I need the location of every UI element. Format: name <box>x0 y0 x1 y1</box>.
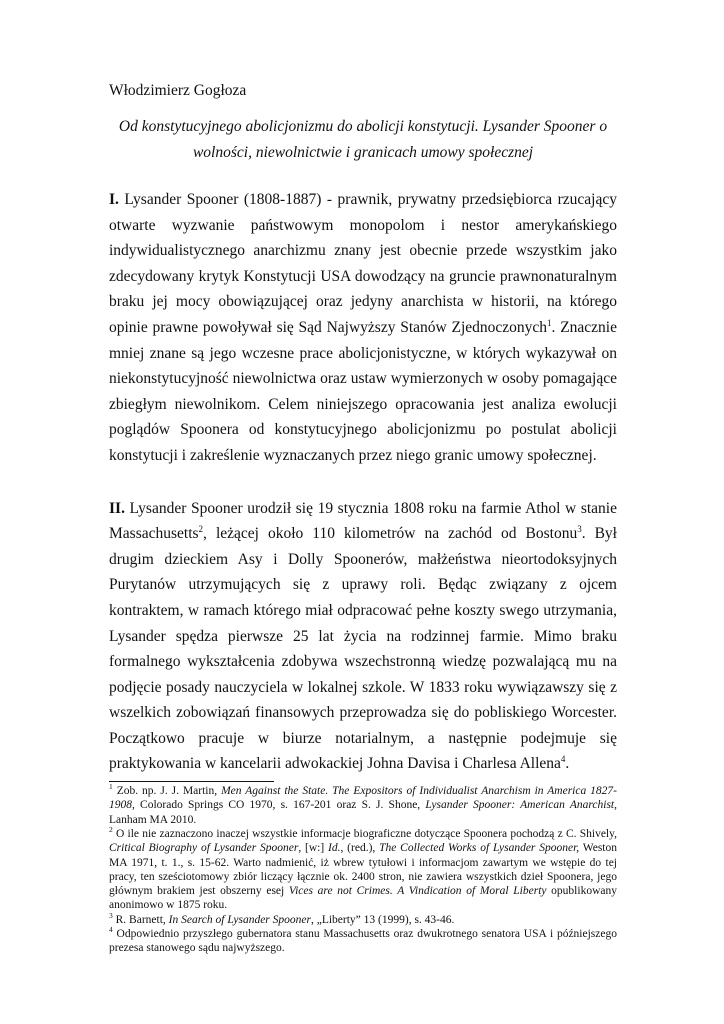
footnote-ref[interactable]: 4 <box>560 754 566 765</box>
footnote-text: , (red.), <box>340 842 380 855</box>
section-text: Lysander Spooner urodził się 19 stycznia 1808 roku na farmie Athol w stanie Massachusetts <box>109 499 617 543</box>
footnote-text: Weston MA 1971, t. 1., s. 15-62. Warto nadmienić, iż wbrew tytułowi i informacjom zawartym we wstępie do tej pracy, ten sześciotomowy zbiór liczący łącznie ok. 2400 stron, nie zawiera wszystkich dzieł Spoonera, jego głównym brakiem jest obszerny esej <box>109 842 617 898</box>
footnote-number: 3 <box>109 910 113 920</box>
document-page <box>109 80 617 956</box>
section-text: . Znacznie mniej znane są jego wczesne prace abolicjonistyczne, w których wykazywał on niekonstytucyjność niewolnictwa oraz ustaw wymierzonych w osoby pomagające zbiegłym niewolnikom. Celem niniejszego opracowania jest analiza ewolucji poglądów Spoonera od konstytucyjnego abolicjonizmu po postulat abolicji konstytucji i zakreślenie wyznaczanych przez niego granic umowy społecznej. <box>109 318 617 464</box>
footnote-3 <box>109 910 617 927</box>
footnote-text: O ile nie zaznaczono inaczej wszystkie informacje biograficzne dotyczące Spoonera pochodzą z C. Shively, <box>112 827 617 840</box>
section-2-paragraph <box>109 496 617 778</box>
footnote-title: Lysander Spooner: American Anarchist <box>425 799 615 812</box>
footnote-separator <box>109 781 274 782</box>
section-numeral: II. <box>109 499 125 517</box>
footnote-title: Id. <box>328 842 341 855</box>
paper-title <box>109 114 617 166</box>
footnote-text: opublikowany anonimowo w 1875 roku. <box>109 885 617 912</box>
footnote-text: R. Barnett, <box>112 913 169 926</box>
footnote-title: Men Against the State. The Expositors of Individualist Anarchism in America 1827-1908 <box>109 785 618 812</box>
section-numeral: I. <box>109 191 119 208</box>
footnote-text: , „Liberty” 13 (1999), s. 43-46. <box>310 913 455 926</box>
section-text: Lysander Spooner (1808-1887) - prawnik, prywatny przedsiębiorca rzucający otwarte wyzwanie państwowym monopolom i nestor amerykańskiego indywidualistycznego anarchizmu znany jest obecnie przede wszystkim jako zdecydowany krytyk Konstytucji USA dowodzący na gruncie prawnonaturalnym braku jej mocy obowiązującej oraz jedyny anarchista w historii, na którego opinie prawne powoływał się Sąd Najwyższy Stanów Zjednoczonych <box>109 191 617 336</box>
section-text: , leżącej około 110 kilometrów na zachód od Bostonu <box>203 525 578 543</box>
footnote-title: Vices are not Crimes. A Vindication of Moral Liberty <box>288 885 547 898</box>
footnote-number: 2 <box>109 825 113 835</box>
title-line-2: wolności, niewolnictwie i granicach umowy społecznej <box>192 144 534 161</box>
footnote-text: , [w:] <box>298 842 329 855</box>
section-text: . <box>565 755 570 773</box>
footnote-number: 1 <box>109 782 113 792</box>
footnote-text: , Colorado Springs CO 1970, s. 167-201 oraz S. J. Shone, <box>132 799 426 812</box>
footnote-title: In Search of Lysander Spooner <box>168 913 311 926</box>
footnote-title: Critical Biography of Lysander Spooner <box>109 842 299 855</box>
footnote-title: The Collected Works of Lysander Spooner, <box>379 842 580 855</box>
footnote-ref[interactable]: 1 <box>547 317 552 328</box>
section-1-paragraph <box>109 187 617 469</box>
section-text: . Był drugim dzieckiem Asy i Dolly Spoonerów, małżeństwa nieortodoksyjnych Purytanów utrzymujących się z uprawy roli. Będąc związany z ojcem kontraktem, w ramach którego miał odpracować pełne koszty swego utrzymania, Lysander spędza pierwsze 25 lat życia na rodzinnej farmie. Mimo braku formalnego wykształcenia zdobywa wszechstronną wiedzę pozwalającą mu na podjęcie posady nauczyciela w lokalnej szkole. W 1833 roku wywiązawszy się z wszelkich zobowiązań finansowych przeprowadza się do pobliskiego Worcester. Początkowo pracuje w biurze notarialnym, a następnie podejmuje się praktykowania w kancelarii adwokackiej Johna Davisa i Charlesa Allena <box>109 525 617 773</box>
footnotes <box>109 784 617 956</box>
footnote-2 <box>109 827 617 913</box>
footnote-ref[interactable]: 2 <box>198 523 204 534</box>
footnote-4 <box>109 927 617 956</box>
footnote-text: Zob. np. J. J. Martin, <box>112 785 222 798</box>
author-name: Włodzimierz Gogłoza <box>109 82 247 99</box>
title-line-1: Od konstytucyjnego abolicjonizmu do abolicji konstytucji. Lysander Spooner o <box>118 118 608 135</box>
footnote-text: , Lanham MA 2010. <box>109 799 617 826</box>
footnote-number: 4 <box>109 925 113 935</box>
footnote-ref[interactable]: 3 <box>577 523 582 534</box>
footnote-1 <box>109 784 617 827</box>
footnote-text: Odpowiednio przyszłego gubernatora stanu Massachusetts oraz dwukrotnego senatora USA i późniejszego prezesa stanowego sądu najwyższego. <box>109 928 617 955</box>
